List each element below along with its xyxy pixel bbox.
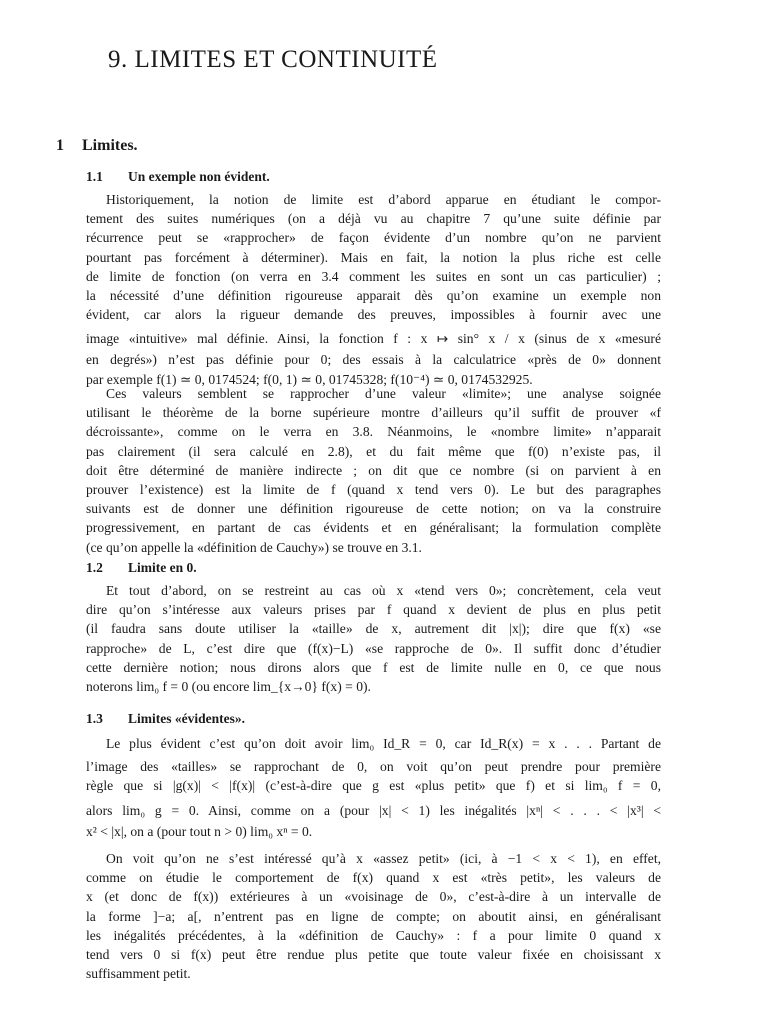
text-line: alors lim₀ g = 0. Ainsi, comme on a (pour |x| < 1) les inégalités |xⁿ| < . . . < |x³| < bbox=[86, 803, 661, 819]
subsection-title: Un exemple non évident. bbox=[128, 169, 270, 184]
text-line: la nécessité d’une définition rigoureuse apparait dès qu’on examine un exemple non bbox=[86, 288, 661, 304]
text-line: pourtant pas forcément à déterminer). Mais en fait, la notion la plus riche est celle bbox=[86, 249, 661, 265]
text-line: de limite de fonction (on verra en 3.4 comment les suites en sont un cas particulier) ; bbox=[86, 268, 661, 284]
subsection-heading bbox=[86, 560, 197, 576]
subsection-number: 1.1 bbox=[86, 169, 103, 184]
paragraph bbox=[86, 384, 661, 557]
section-number: 1 bbox=[56, 137, 64, 154]
text-line: dire qu’on s’intéresse aux valeurs prises par f quand x devient de plus en plus petit bbox=[86, 602, 661, 618]
section-title: Limites. bbox=[82, 137, 138, 154]
paragraph bbox=[86, 190, 661, 389]
text-line: par exemple f(1) ≃ 0, 0174524; f(0, 1) ≃ 0, 01745328; f(10⁻⁴) ≃ 0, 0174532925. bbox=[86, 371, 533, 387]
text-line: x (et donc de f(x)) extérieures à un «voisinage de 0», c’est-à-dire à un intervalle de bbox=[86, 889, 661, 905]
text-line: noterons lim₀ f = 0 (ou encore lim_{x→0} f(x) = 0). bbox=[86, 679, 371, 695]
text-line: Et tout d’abord, on se restreint au cas où x «tend vers 0»; concrètement, cela veut bbox=[106, 583, 661, 598]
text-line: x² < |x|, on a (pour tout n > 0) lim₀ xⁿ = 0. bbox=[86, 824, 313, 840]
text-line: rapproche» de L, c’est dire que (f(x)−L) «se rapproche de 0». Il suffit donc d’étudier bbox=[86, 640, 661, 656]
text-line: On voit qu’on ne s’est intéressé qu’à x «assez petit» (ici, à −1 < x < 1), en effet, bbox=[106, 851, 661, 866]
text-line: cette dernière notion; nous dirons alors que f est de limite nulle en 0, ce que nous bbox=[86, 659, 661, 675]
text-line: comme on étudie le comportement de f(x) quand x est «très petit», les valeurs de bbox=[86, 870, 661, 886]
subsection-heading bbox=[86, 169, 270, 185]
text-line: image «intuitive» mal définie. Ainsi, la fonction f : x ↦ sin° x / x (sinus de x «mesuré bbox=[86, 331, 661, 347]
text-line: utilisant le théorème de la borne supérieure montre d’ailleurs qu’il suffit de prouver «f bbox=[86, 405, 661, 421]
text-line: récurrence peut se «rapprocher» de façon évidente d’un nombre qu’on ne parvient bbox=[86, 230, 661, 246]
text-line: doit être déterminé de manière indirecte ; on dit que ce nombre (si on parvient à en bbox=[86, 462, 661, 478]
chapter-title: 9. LIMITES ET CONTINUITÉ bbox=[108, 46, 438, 73]
text-line: évident, car alors la rigueur demande des preuves, impossibles à fournir avec une bbox=[86, 307, 661, 323]
subsection-title: Limites «évidentes». bbox=[128, 711, 245, 726]
text-line: pas clairement (il sera calculé en 2.8), et du fait même que f(0) n’existe pas, il bbox=[86, 443, 661, 459]
text-line: progressivement, en partant de cas évidents et en généralisant; la formulation complète bbox=[86, 520, 661, 536]
text-line: les inégalités précédentes, à la «définition de Cauchy» : f a pour limite 0 quand x bbox=[86, 927, 661, 943]
subsection-number: 1.3 bbox=[86, 711, 103, 726]
text-line: Ces valeurs semblent se rapprocher d’une valeur «limite»; une analyse soignée bbox=[106, 386, 661, 401]
subsection-heading bbox=[86, 711, 245, 727]
subsection-number: 1.2 bbox=[86, 560, 103, 575]
text-line: suivants est de donner une définition rigoureuse de cette notion; on va la construire bbox=[86, 501, 661, 517]
text-line: tend vers 0 si f(x) peut être rendue plus petite que toute valeur fixée en choisissant x bbox=[86, 947, 661, 963]
paragraph bbox=[86, 581, 661, 696]
text-line: (ce qu’on appelle la «définition de Cauchy») se trouve en 3.1. bbox=[86, 539, 422, 555]
text-line: l’image des «tailles» se rapprochant de 0, on voit qu’on peut prendre pour première bbox=[86, 759, 661, 774]
subsection-title: Limite en 0. bbox=[128, 560, 197, 575]
paragraph bbox=[86, 734, 661, 846]
text-line: règle que si |g(x)| < |f(x)| (c’est-à-dire que g est «plus petit» que f) et si lim₀ f = 0, bbox=[86, 778, 661, 794]
text-line: en degrés») n’est pas définie pour 0; des essais à la calculatrice «près de 0» donnent bbox=[86, 352, 661, 368]
text-line: Le plus évident c’est qu’on doit avoir lim₀ Id_R = 0, car Id_R(x) = x . . . Partant de bbox=[106, 736, 661, 751]
text-line: prouver l’existence) est la limite de f (quand x tend vers 0). Le but des paragraphes bbox=[86, 482, 661, 498]
section-heading bbox=[56, 137, 138, 155]
text-line: tement des suites numériques (on a déjà vu au chapitre 7 qu’une suite définie par bbox=[86, 211, 661, 227]
text-line: (il faudra sans doute utiliser la «taille» de x, autrement dit |x|); dire que f(x) «se bbox=[86, 621, 661, 637]
paragraph bbox=[86, 849, 661, 983]
text-line: décroissante», comme on le verra en 3.8. Néanmoins, le «nombre limite» n’apparait bbox=[86, 424, 661, 440]
text-line: la forme ]−a; a[, n’entrent pas en ligne de compte; on aboutit ainsi, en généralisant bbox=[86, 908, 661, 924]
text-line: suffisamment petit. bbox=[86, 966, 191, 982]
text-line: Historiquement, la notion de limite est d’abord apparue en étudiant le compor- bbox=[106, 192, 661, 207]
